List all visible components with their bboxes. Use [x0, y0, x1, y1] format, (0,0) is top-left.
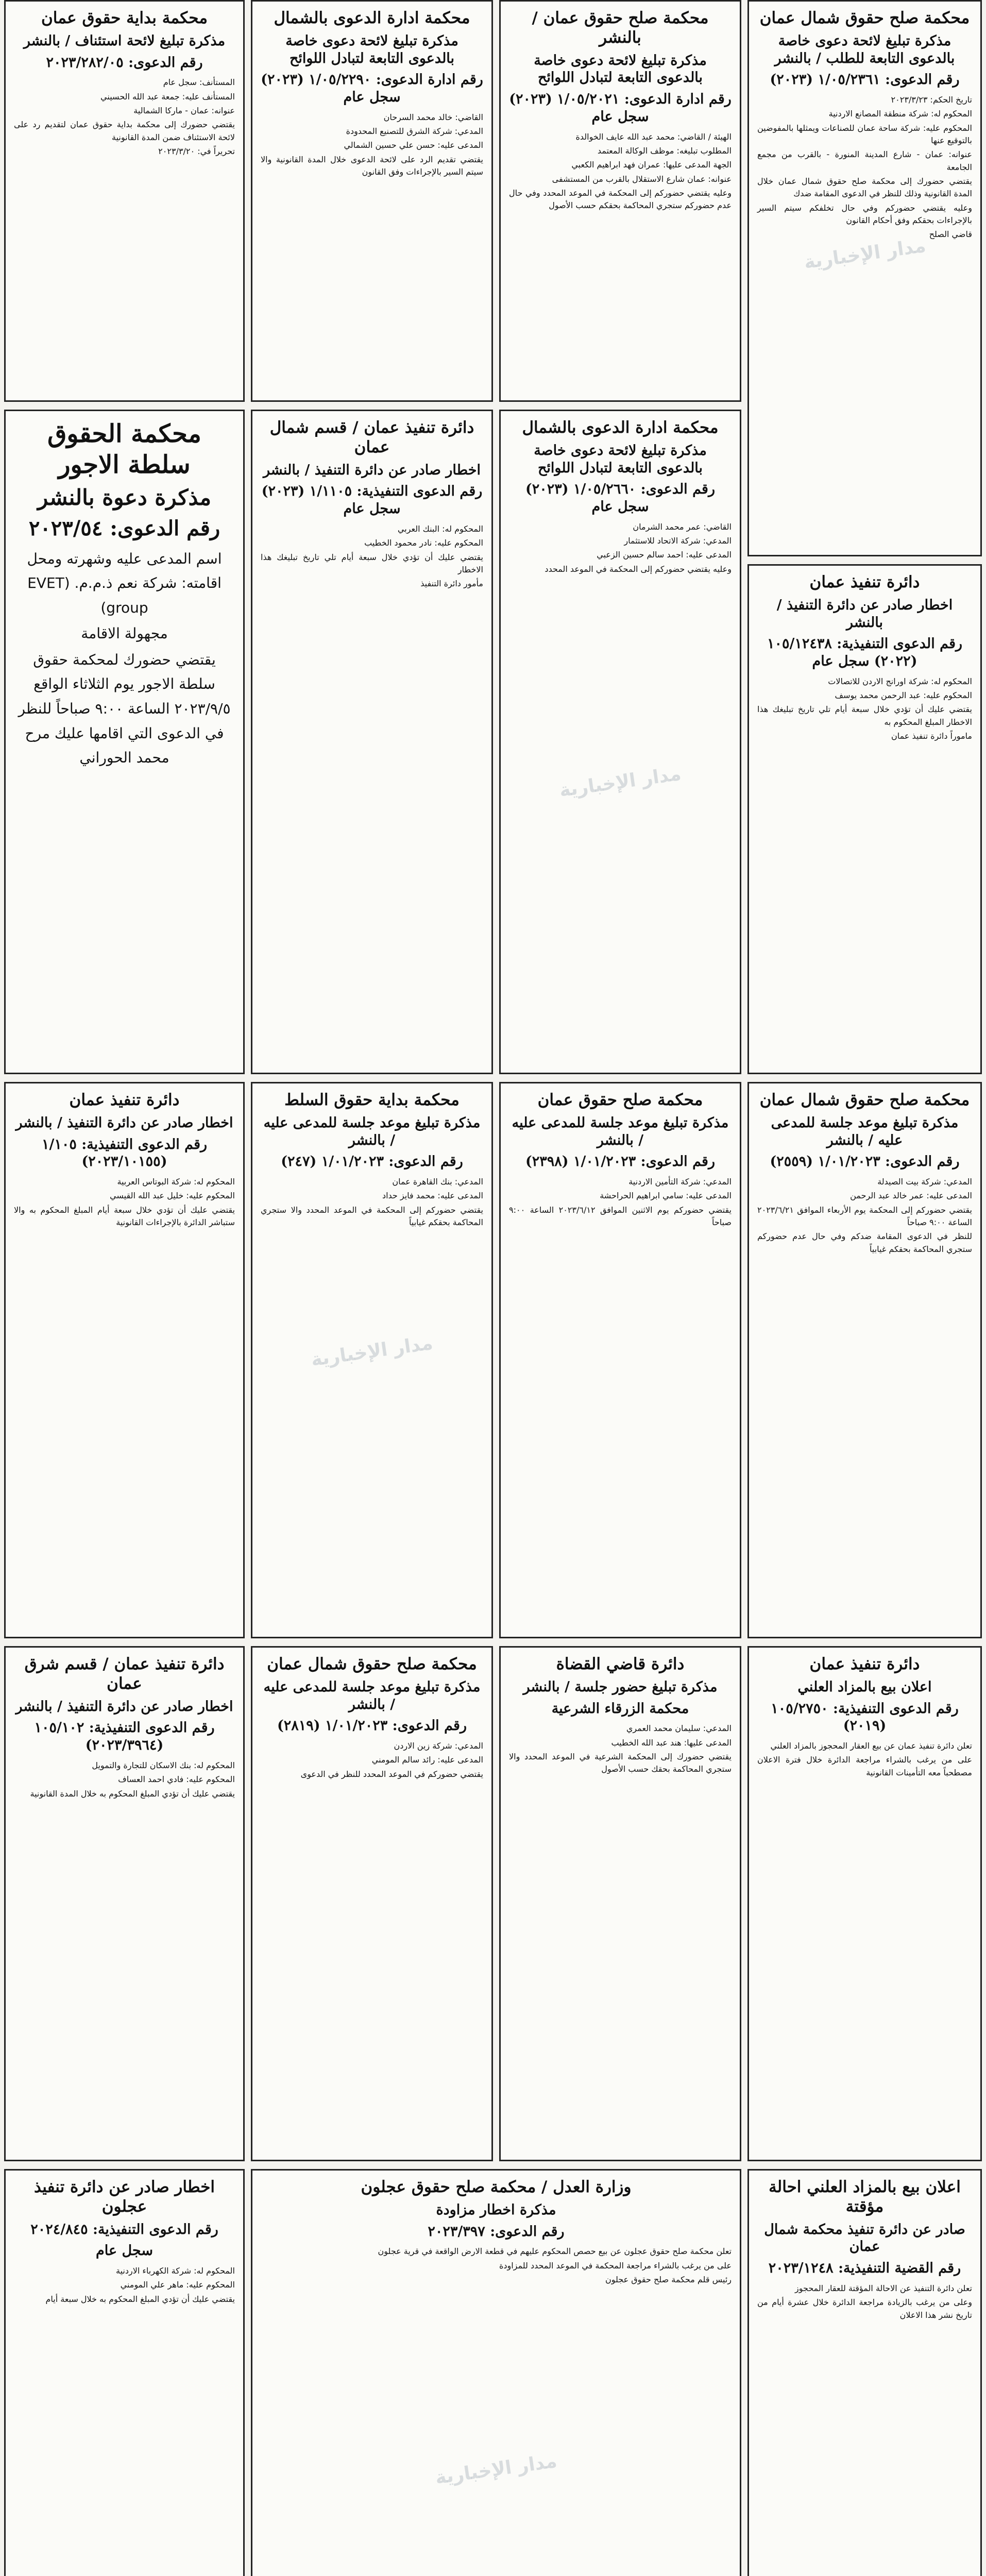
notice-15 [251, 1646, 493, 2161]
notice-body [14, 2265, 235, 2306]
notice-body [14, 1759, 235, 1800]
notice-subtitle: رقم الدعوى التنفيذية: ٢٠٢٤/٨٤٥ [30, 2221, 218, 2238]
notice-line: المستأنف عليه: جمعة عبد الله الحسيني [100, 91, 235, 101]
notice-line: عنوانه: عمان - شارع المدينة المنورة - بالقرب من مجمع الجامعة [757, 149, 972, 172]
case-number: رقم الدعوى: ٢٠٢٣/٢٨٢/٠٥ [46, 54, 203, 71]
notice-line: تعلن دائرة تنفيذ عمان عن بيع العقار المحجوز بالمزاد العلني [770, 1741, 972, 1751]
court-name: دائرة تنفيذ عمان / قسم شمال عمان [269, 418, 474, 456]
watermark: مدار الإخبارية [802, 235, 927, 274]
court-name: محكمة ادارة الدعوى بالشمال [522, 418, 719, 437]
notice-body [757, 94, 972, 241]
notice-line: المدعي: شركة الاتحاد للاستثمار [624, 536, 732, 546]
notice-line: المدعي: شركة الشرق للتصنيع المحدودة [346, 126, 483, 137]
notice-4 [4, 0, 245, 402]
case-number: رقم الدعوى: ١/٠١/٢٠٢٣ (٢٨١٩) [277, 1718, 467, 1734]
notice-line: المدعى عليه: محمد فايز حداد [382, 1191, 483, 1201]
court-name: محكمة صلح حقوق شمال عمان [759, 9, 970, 27]
watermark: مدار الإخبارية [434, 2450, 558, 2489]
notice-body [261, 1176, 483, 1229]
notice-line: المدعي: شركة زين الاردن [394, 1741, 483, 1751]
case-number: رقم الدعوى: ٢٠٢٣/٥٤ [28, 516, 220, 540]
notice-subtitle: مذكرة اخطار مزاودة [436, 2201, 556, 2218]
court-name: دائرة تنفيذ عمان [69, 1091, 180, 1109]
court-name: دائرة تنفيذ عمان [809, 573, 920, 591]
notice-line: المحكوم عليه: نادر محمود الخطيب [364, 538, 483, 548]
notice-subtitle: مذكرة تبليغ موعد جلسة للمدعى عليه / بالنشر [263, 1679, 481, 1713]
notice-subtitle: مذكرة تبليغ لائحة دعوى خاصة بالدعوى التابعة لتبادل اللوائح [534, 442, 707, 476]
court-name: وزارة العدل / محكمة صلح حقوق عجلون [361, 2178, 632, 2196]
notice-8 [4, 410, 245, 1074]
notice-line: عنوانه: عمان - ماركا الشمالية [133, 105, 235, 115]
notice-line: اسم المدعى عليه وشهرته ومحل اقامته: شركة نعم ذ.م.م. (EVET group) [27, 550, 222, 616]
notice-line: المدعي: شركة بيت الصيدلة [877, 1177, 972, 1187]
notice-subtitle: اخطار صادر عن دائرة التنفيذ / بالنشر [263, 462, 481, 478]
notice-line: المحكوم له: شركة البوتاس العربية [117, 1177, 235, 1187]
notice-line: وعليه يقتضي حضوركم إلى المحكمة في الموعد المحدد وفي حال عدم حضوركم ستجري المحاكمة بحقكم حسب الأصول [509, 188, 732, 211]
notice-line: المحكوم عليه: خليل عبد الله القيسي [110, 1191, 235, 1201]
notice-line: المحكوم عليه: عبد الرحمن محمد يوسف [835, 690, 972, 701]
court-name: دائرة تنفيذ عمان [809, 1655, 920, 1673]
case-number: رقم الدعوى: ١/٠٥/٢٣٦١ (٢٠٢٣) [770, 72, 960, 88]
case-number: محكمة الزرقاء الشرعية [551, 1700, 689, 1717]
court-name: محكمة بداية حقوق السلط [284, 1091, 460, 1109]
notice-subtitle: اخطار صادر عن دائرة التنفيذ / بالنشر [15, 1114, 233, 1131]
notice-line: المدعى عليه: احمد سالم حسين الزعبي [597, 550, 732, 560]
notice-16 [4, 1646, 245, 2161]
notice-line: المحكوم عليه: ماهر علي المومني [120, 2280, 235, 2290]
notice-3 [251, 0, 493, 402]
court-name: دائرة تنفيذ عمان / قسم شرق عمان [24, 1655, 225, 1693]
notice-line: وعلى من يرغب بالزيادة مراجعة الدائرة خلال عشرة أيام من تاريخ نشر هذا الاعلان [757, 2297, 972, 2320]
notice-body [261, 111, 483, 179]
notice-body [509, 1176, 732, 1229]
notice-line: المدعى عليه: سامي ابراهيم الحراحشة [600, 1191, 732, 1201]
notice-body [14, 547, 235, 770]
notice-line: المدعي: شركة التأمين الاردنية [628, 1177, 732, 1187]
court-name: محكمة صلح حقوق عمان / بالنشر [532, 9, 709, 47]
notice-line: المدعي: بنك القاهرة عمان [392, 1177, 483, 1187]
notice-1 [747, 0, 982, 556]
notice-line: يقتضي حضوركم في الموعد المحدد للنظر في الدعوى [300, 1769, 483, 1779]
notice-line: تاريخ الحكم: ٢٠٢٣/٣/٢٣ [891, 95, 972, 105]
notice-line: يقتضي حضوركم يوم الاثنين الموافق ٢٠٢٣/٦/١٢ الساعة ٩:٠٠ صباحاً [509, 1205, 732, 1227]
notice-line: وعليه يقتضي حضوركم إلى المحكمة في الموعد المحدد [545, 564, 732, 574]
notice-line: قاضي الصلح [929, 229, 972, 240]
notice-2 [499, 0, 741, 402]
notice-body [509, 1722, 732, 1775]
case-number: رقم الدعوى التنفيذية: ١٠٥/١٢٤٣٨ (٢٠٢٢) سجل عام [767, 636, 963, 670]
notice-17 [747, 2169, 982, 2576]
notice-line: المحكوم له: شركة منطقة المصانع الاردنية [828, 109, 972, 119]
notice-subtitle: اخطار صادر عن دائرة التنفيذ / بالنشر [776, 597, 953, 631]
court-name: اخطار صادر عن دائرة تنفيذ عجلون [33, 2178, 215, 2216]
court-name: محكمة الحقوق سلطة الاجور [47, 419, 201, 479]
notice-body [757, 2282, 972, 2321]
notice-line: رئيس قلم محكمة صلح حقوق عجلون [605, 2274, 732, 2284]
notice-13 [747, 1646, 982, 2161]
notice-subtitle: مذكرة تبليغ حضور جلسة / بالنشر [523, 1679, 718, 1695]
case-number: رقم الدعوى التنفيذية: ١٠٥/٢٧٥٠ (٢٠١٩) [771, 1700, 959, 1734]
notice-line: المطلوب تبليغه: موظف الوكالة المعتمد [597, 145, 732, 156]
notice-line: يقتضي عليك أن تؤدي خلال سبعة أيام المبلغ المحكوم به والا ستباشر الدائرة بالإجراءات القانونية [14, 1205, 235, 1227]
notice-line: المحكوم له: البنك العربي [397, 523, 483, 534]
notice-12 [4, 1082, 245, 1638]
watermark: مدار الإخبارية [558, 763, 683, 802]
notice-line: المحكوم له: بنك الاسكان للتجارة والتمويل [92, 1760, 235, 1770]
notice-line: المدعي: سليمان محمد العمري [626, 1723, 732, 1734]
case-number: رقم الدعوى: ١/٠١/٢٠٢٣ (٢٣٩٨) [525, 1154, 715, 1170]
case-number: رقم الدعوى: ٢٠٢٣/٣٩٧ [428, 2223, 565, 2240]
case-number: رقم الدعوى: ١/٠٥/٢٦٦٠ (٢٠٢٣) سجل عام [525, 481, 715, 515]
notice-body [14, 1176, 235, 1229]
notice-18 [251, 2169, 741, 2576]
notice-line: الهيئة / القاضي: محمد عبد الله عايف الخوالدة [575, 131, 732, 142]
notice-subtitle: مذكرة تبليغ موعد جلسة للمدعى عليه / بالنشر [263, 1114, 481, 1148]
notice-subtitle: مذكرة تبليغ موعد جلسة للمدعى عليه / بالنشر [771, 1114, 959, 1148]
notice-line: تحريراً في: ٢٠٢٣/٣/٢٠ [158, 146, 235, 156]
case-number: سجل عام [96, 2243, 153, 2259]
notice-line: الجهة المدعى عليها: عمران فهد ابراهيم الكعبي [571, 160, 732, 170]
notice-9 [747, 1082, 982, 1638]
watermark: مدار الإخبارية [310, 1332, 434, 1371]
notice-line: المحكوم عليه: شركة ساحة عمان للصناعات ويمثلها بالمفوضين بالتوقيع عنها [757, 123, 972, 145]
notice-line: وعليه يقتضي حضوركم وفي حال تخلفكم سيتم السير بالإجراءات بحقكم وفق أحكام القانون [757, 202, 972, 225]
notice-line: يقتضي عليك أن تؤدي خلال سبعة أيام تلي تاريخ تبليغك هذا الاخطار المبلغ المحكوم به [757, 704, 972, 727]
notice-line: المحكوم له: شركة اورانج الاردن للاتصالات [828, 676, 972, 686]
notice-line: يقتضي حضوركم إلى المحكمة في الموعد المحدد والا ستجري المحاكمة بحقكم غيابياً [261, 1205, 483, 1227]
case-number: رقم ادارة الدعوى: ١/٠٥/٢٢٩٠ (٢٠٢٣) سجل عام [261, 72, 483, 106]
notice-line: المحكوم له: شركة الكهرباء الاردنية [115, 2266, 235, 2276]
notice-line: المدعى عليه: رائد سالم المومني [371, 1755, 483, 1765]
notice-body [509, 131, 732, 212]
case-number: رقم الدعوى التنفيذية: ١٠٥/١٠٢ (٢٠٢٣/٣٩٦٤) [34, 1720, 215, 1754]
notice-line: تعلن محكمة صلح حقوق عجلون عن بيع حصص المحكوم عليهم في قطعة الارض الواقعة في قرية عجلون [378, 2246, 732, 2257]
notice-line: يقتضي تقديم الرد على لائحة الدعوى خلال المدة القانونية والا سيتم السير بالإجراءات وفق القانون [261, 154, 483, 177]
notice-line: يقتضي حضوركم إلى المحكمة يوم الأربعاء الموافق ٢٠٢٣/٦/٢١ الساعة ٩:٠٠ صباحاً [757, 1205, 972, 1227]
notice-line: مأمور دائرة التنفيذ [420, 579, 483, 589]
case-number: رقم الدعوى: ١/٠١/٢٠٢٣ (٢٥٥٩) [770, 1154, 960, 1170]
court-name: محكمة صلح حقوق شمال عمان [759, 1091, 970, 1109]
notice-line: القاضي: خالد محمد السرحان [383, 112, 483, 122]
notice-line: القاضي: عمر محمد الشرمان [633, 521, 732, 532]
notice-line: يقتضي حضورك إلى المحكمة الشرعية في الموعد المحدد والا ستجري المحاكمة بحقك حسب الأصول [509, 1751, 732, 1774]
court-name: محكمة صلح حقوق شمال عمان [267, 1655, 477, 1673]
notice-subtitle: صادر عن دائرة تنفيذ محكمة شمال عمان [764, 2221, 965, 2255]
notice-line: يقتضي عليك أن تؤدي المبلغ المحكوم به خلال سبعة أيام [45, 2294, 235, 2304]
notice-body [14, 76, 235, 158]
notice-subtitle: اعلان بيع بالمزاد العلني [797, 1679, 932, 1695]
notice-line: للنظر في الدعوى المقامة ضدكم وفي حال عدم حضوركم ستجري المحاكمة بحقكم غيابياً [757, 1231, 972, 1254]
notice-line: عنوانه: عمان شارع الاستقلال بالقرب من المستشفى [552, 174, 732, 184]
notice-subtitle: مذكرة تبليغ موعد جلسة للمدعى عليه / بالنشر [512, 1114, 729, 1148]
court-name: دائرة قاضي القضاة [556, 1655, 685, 1673]
notice-line: المدعى عليه: حسن علي حسين الشمالي [344, 140, 483, 150]
notice-body [509, 521, 732, 575]
case-number: رقم ادارة الدعوى: ١/٠٥/٢٠٢١ (٢٠٢٣) سجل عام [509, 91, 732, 125]
notice-14 [499, 1646, 741, 2161]
notice-11 [251, 1082, 493, 1638]
notice-10 [499, 1082, 741, 1638]
case-number: رقم القضية التنفيذية: ٢٠٢٣/١٢٤٨ [768, 2260, 961, 2277]
notice-line: مجهولة الاقامة [81, 625, 168, 642]
notice-5 [747, 564, 982, 1074]
notice-line: يقتضي عليك أن تؤدي المبلغ المحكوم به خلال المدة القانونية [30, 1788, 235, 1799]
case-number: رقم الدعوى: ١/٠١/٢٠٢٣ (٢٤٧) [281, 1154, 463, 1170]
notice-19 [4, 2169, 245, 2576]
notice-line: يقتضي حضورك إلى محكمة صلح حقوق شمال عمان خلال المدة القانونية وذلك للنظر في الدعوى المقامة ضدك [757, 176, 972, 199]
notice-line: تعلن دائرة التنفيذ عن الاحالة المؤقتة للعقار المحجوز [795, 2283, 972, 2293]
court-name: اعلان بيع بالمزاد العلني احالة مؤقتة [769, 2178, 961, 2216]
notice-line: يقتضي حضورك لمحكمة حقوق سلطة الاجور يوم الثلاثاء الواقع ٢٠٢٣/٩/٥ الساعة ٩:٠٠ صباحاً للنظر في الدعوى التي اقامها عليك مرح محمد الحوراني [18, 651, 231, 767]
notice-subtitle: اخطار صادر عن دائرة التنفيذ / بالنشر [15, 1698, 233, 1715]
notice-body [261, 1740, 483, 1781]
notice-subtitle: مذكرة تبليغ لائحة استئناف / بالنشر [23, 32, 226, 49]
notice-line: المدعى عليه: عمر خالد عبد الرحمن [850, 1191, 972, 1201]
notice-body [261, 523, 483, 590]
notice-body [261, 2245, 732, 2286]
case-number: رقم الدعوى التنفيذية: ١/١١٠٥ (٢٠٢٣) سجل عام [261, 483, 483, 517]
notice-line: المحكوم عليه: فادي احمد العساف [118, 1774, 235, 1785]
notice-6 [499, 410, 741, 1074]
notice-line: يقتضي حضورك إلى محكمة بداية حقوق عمان لتقديم رد على لائحة الاستئناف ضمن المدة القانونية [14, 120, 235, 142]
notice-line: يقتضي عليك أن تؤدي خلال سبعة أيام تلي تاريخ تبليغك هذا الاخطار [261, 552, 483, 574]
notice-7 [251, 410, 493, 1074]
case-number: رقم الدعوى التنفيذية: ١/١٠٥ (٢٠٢٣/١٠١٥٥) [41, 1136, 208, 1170]
notice-line: ماموراً دائرة تنفيذ عمان [891, 731, 972, 741]
notice-body [757, 1740, 972, 1779]
notice-line: المستأنف: سجل عام [163, 77, 235, 88]
notice-line: على من يرغب بالشراء مراجعة المحكمة في الموعد المحدد للمزاودة [499, 2260, 732, 2270]
notice-subtitle: مذكرة دعوة بالنشر [37, 485, 212, 510]
notice-subtitle: مذكرة تبليغ لائحة دعوى خاصة بالدعوى التابعة للطلب / بالنشر [774, 32, 955, 66]
notice-subtitle: مذكرة تبليغ لائحة دعوى خاصة بالدعوى التابعة لتبادل اللوائح [534, 52, 707, 86]
notice-line: المدعى عليها: هند عبد الله الخطيب [611, 1737, 732, 1748]
notice-body [757, 1176, 972, 1256]
notice-subtitle: مذكرة تبليغ لائحة دعوى خاصة بالدعوى التابعة لتبادل اللوائح [285, 32, 458, 66]
court-name: محكمة بداية حقوق عمان [41, 9, 208, 27]
notice-body [757, 675, 972, 743]
notice-line: على من يرغب بالشراء مراجعة الدائرة خلال فترة الاعلان مصطحباً معه التأمينات القانونية [757, 1755, 972, 1777]
court-name: محكمة ادارة الدعوى بالشمال [274, 9, 470, 27]
court-name: محكمة صلح حقوق عمان [537, 1091, 703, 1109]
